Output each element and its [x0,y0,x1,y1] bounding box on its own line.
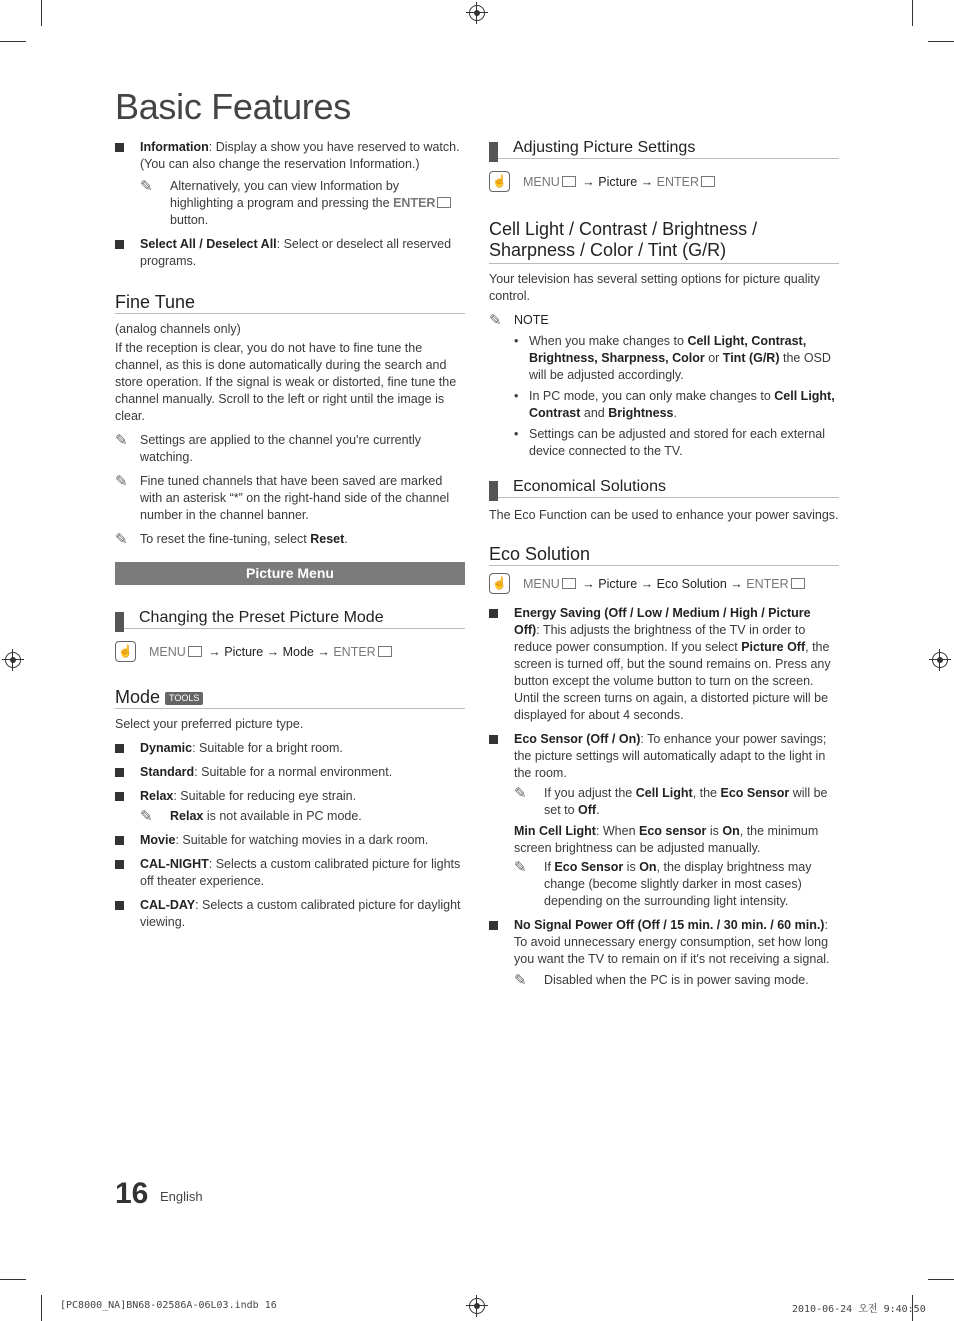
mode-relax: Relax: Suitable for reducing eye strain. [115,788,465,805]
eco-menu-path: ☝ MENU → Picture → Eco Solution → ENTER [489,573,839,597]
note-pencil-icon: ✎ [140,808,153,825]
page-number: 16 [115,1177,149,1210]
note-label: ✎ NOTE [489,312,549,329]
note-pencil-icon: ✎ [514,972,527,989]
left-column [115,139,465,931]
print-timestamp: 2010-06-24 오전 9:40:50 [792,1304,926,1315]
adjust-menu-path: ☝ MENU → Picture → ENTER [489,171,839,195]
mode-heading: Mode TOOLS [115,689,465,709]
select-all-item: Select All / Deselect All: Select or deselect all reserved programs. [115,236,465,270]
menu-icon [562,176,576,187]
mode-cal-night: CAL-NIGHT: Selects a custom calibrated picture for lights off theater experience. [115,856,465,890]
economical-solutions-text: The Eco Function can be used to enhance your power savings. [489,508,839,522]
note-pencil-icon: ✎ [514,859,527,876]
mode-standard: Standard: Suitable for a normal environment. [115,764,465,781]
hand-remote-icon: ☝ [115,641,136,662]
relax-note: ✎ Relax is not available in PC mode. [140,808,362,825]
no-signal-power-off-item: No Signal Power Off (Off / 15 min. / 30 min. / 60 min.): To avoid unnecessary energy consumption, set how long you want the TV to remain on if it's not receiving a signal. [489,917,839,968]
registration-mark-icon [932,652,948,668]
crop-mark [41,1295,42,1321]
note-pencil-icon: ✎ [115,473,128,490]
note-pencil-icon: ✎ [115,432,128,449]
fine-tune-note-2: ✎ Fine tuned channels that have been saved are marked with an asterisk “*” on the right-hand side of the channel number in the channel banner. [115,473,450,522]
enter-icon [378,646,392,657]
crop-mark [912,0,913,26]
eco-sensor-note: ✎ If you adjust the Cell Light, the Eco Sensor will be set to Off. [514,785,828,817]
crop-mark [928,41,954,42]
enter-icon [791,578,805,589]
registration-mark-icon [469,1298,485,1314]
note-bullet-3: • Settings can be adjusted and stored for each external device connected to the TV. [489,426,839,460]
information-item: Information: Display a show you have reserved to watch. (You can also change the reservation Information.) [115,139,465,173]
crop-mark [928,1279,954,1280]
mode-cal-day: CAL-DAY: Selects a custom calibrated picture for daylight viewing. [115,897,465,931]
note-pencil-icon: ✎ [140,178,153,195]
enter-icon [437,197,451,208]
mode-movie: Movie: Suitable for watching movies in a dark room. [115,832,465,849]
file-info: [PC8000_NA]BN68-02586A-06L03.indb 16 [60,1300,277,1311]
fine-tune-heading: Fine Tune [115,294,465,314]
tools-badge: TOOLS [165,692,203,705]
energy-saving-item: Energy Saving (Off / Low / Medium / High / Picture Off): This adjusts the brightness of the TV in order to reduce power consumption. If you select Picture Off, the screen is turned off, but the sound remains on. Press any button except the volume button to turn on the screen. Until the screen turns on again, a distorted picture will be displayed for about 4 seconds. [489,605,839,724]
fine-tune-analog: (analog channels only) [115,322,241,336]
eco-solution-heading: Eco Solution [489,546,839,566]
fine-tune-body: If the reception is clear, you do not have to fine tune the channel, as this is done automatically during the search and store operation. If the signal is weak or distorted, fine tune the channel manually. Scroll to the left or right until the image is clear. [115,341,457,423]
right-column [489,139,839,989]
note-pencil-icon: ✎ [489,312,502,329]
mode-intro: Select your preferred picture type. [115,717,304,731]
information-note: ✎ Alternatively, you can view Information by highlighting a program and pressing the ENTER button. [140,178,465,229]
note-bullet-2: • In PC mode, you can only make changes to Cell Light, Contrast and Brightness. [489,388,839,422]
crop-mark [0,1279,26,1280]
picture-menu-bar: Picture Menu [115,562,465,585]
note-bullet-1: • When you make changes to Cell Light, Contrast, Brightness, Sharpness, Color or Tint (G/R) the OSD will be adjusted accordingly. [489,333,839,384]
registration-mark-icon [5,652,21,668]
note-pencil-icon: ✎ [514,785,527,802]
registration-mark-icon [469,5,485,21]
cell-light-intro: Your television has several setting options for picture quality control. [489,272,820,303]
crop-mark [41,0,42,26]
min-cell-light-note: ✎ If Eco Sensor is On, the display brightness may change (become slightly darker in most cases) depending on the surrounding light intensity. [514,859,812,908]
mode-dynamic: Dynamic: Suitable for a bright room. [115,740,465,757]
hand-remote-icon: ☝ [489,171,510,192]
crop-mark [0,41,26,42]
economical-solutions-heading: Economical Solutions [489,478,839,498]
cell-light-heading: Cell Light / Contrast / Brightness / Sharpness / Color / Tint (G/R) [489,219,839,264]
fine-tune-note-1: ✎ Settings are applied to the channel you're currently watching. [115,432,422,464]
fine-tune-note-3: ✎ To reset the fine-tuning, select Reset. [115,531,348,548]
eco-sensor-item: Eco Sensor (Off / On): To enhance your power savings; the picture settings will automatically adapt to the light in the room. [489,731,839,782]
preset-picture-mode-heading: Changing the Preset Picture Mode [115,609,465,629]
note-pencil-icon: ✎ [115,531,128,548]
adjusting-picture-settings-heading: Adjusting Picture Settings [489,139,839,159]
hand-remote-icon: ☝ [489,573,510,594]
page-title: Basic Features [115,86,351,127]
min-cell-light: Min Cell Light: When Eco sensor is On, the minimum screen brightness can be adjusted manually. [514,824,819,855]
enter-icon [701,176,715,187]
menu-icon [562,578,576,589]
language-label: English [160,1189,203,1204]
menu-icon [188,646,202,657]
no-signal-note: ✎ Disabled when the PC is in power saving mode. [514,972,809,989]
preset-menu-path: ☝ MENU → Picture → Mode → ENTER [115,641,465,665]
